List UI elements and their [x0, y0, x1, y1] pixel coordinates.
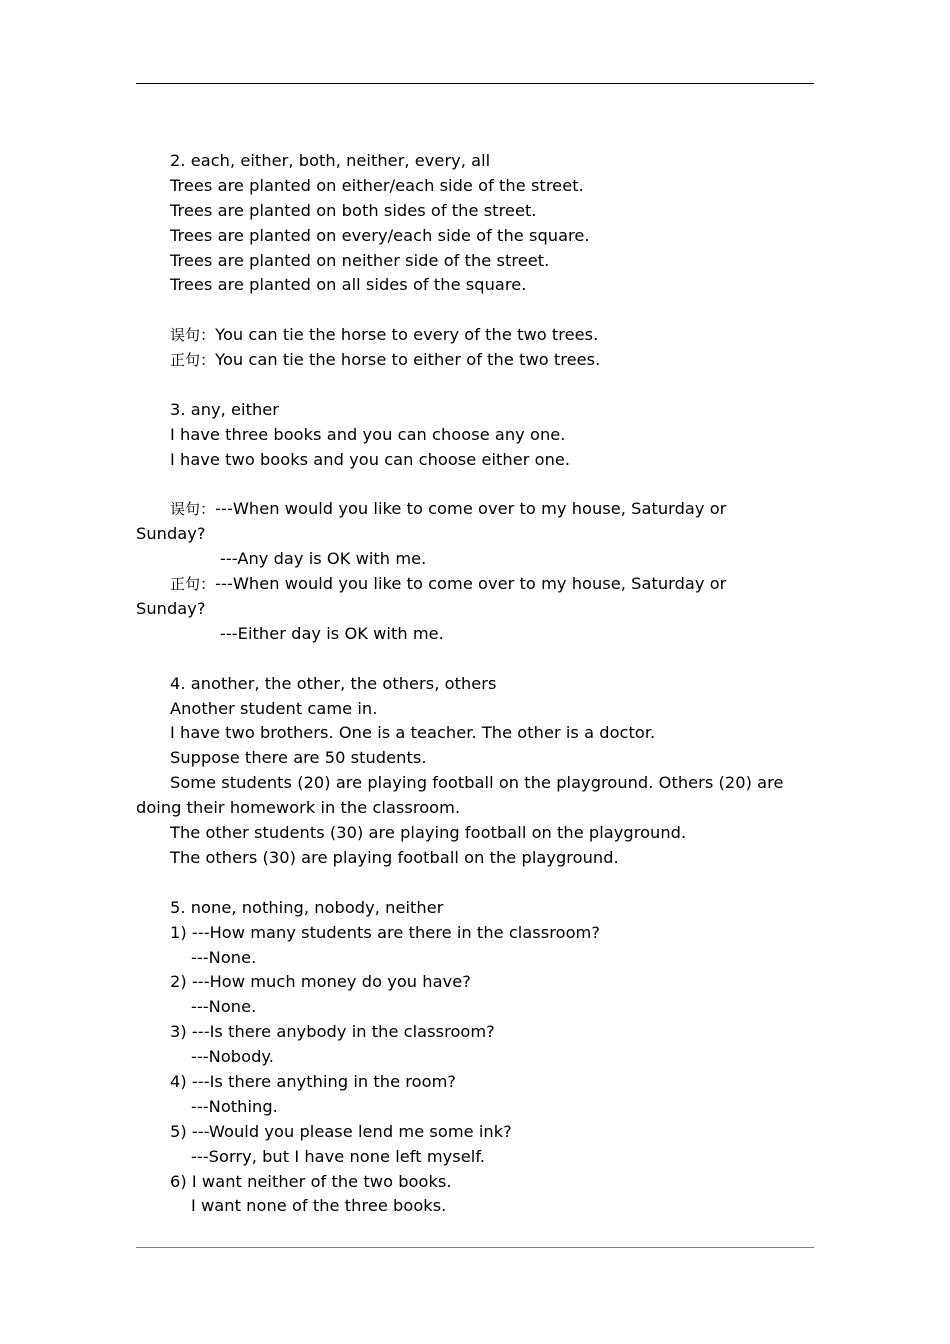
example-line: Trees are planted on all sides of the square.: [170, 275, 527, 295]
example-line: I have three books and you can choose any one.: [170, 424, 566, 444]
section-3-heading: 3. any, either: [170, 399, 280, 419]
right-question-text: ---When would you like to come over to my house, Saturday or: [215, 574, 727, 594]
right-label: 正句：: [170, 575, 216, 594]
right-dialogue-answer: ---Either day is OK with me.: [220, 623, 444, 643]
right-sentence: [136, 348, 814, 373]
wrong-dialogue-answer: ---Any day is OK with me.: [220, 549, 427, 569]
dialogue-answer: ---None.: [191, 997, 257, 1017]
example-line: Another student came in.: [170, 698, 378, 718]
dialogue-question: 5) ---Would you please lend me some ink?: [170, 1121, 512, 1141]
wrong-question-text: ---When would you like to come over to my house, Saturday or: [215, 499, 727, 519]
example-line-cont: doing their homework in the classroom.: [136, 798, 461, 818]
document-body: [136, 149, 814, 1219]
spacer: [136, 473, 814, 498]
dialogue-question: 6) I want neither of the two books.: [170, 1171, 452, 1191]
dialogue-answer: ---Nobody.: [191, 1047, 274, 1067]
dialogue-answer: ---Sorry, but I have none left myself.: [191, 1146, 486, 1166]
dialogue-question: 2) ---How much money do you have?: [170, 972, 471, 992]
example-line: Trees are planted on neither side of the street.: [170, 250, 550, 270]
right-text: You can tie the horse to either of the two trees.: [215, 350, 601, 370]
example-line: Some students (20) are playing football on the playground. Others (20) are: [170, 773, 784, 793]
example-line: Trees are planted on every/each side of the square.: [170, 225, 590, 245]
dialogue-question: 1) ---How many students are there in the classroom?: [170, 922, 600, 942]
spacer: [136, 647, 814, 672]
dialogue-answer: ---Nothing.: [191, 1096, 278, 1116]
example-line: The other students (30) are playing football on the playground.: [170, 823, 687, 843]
spacer: [136, 298, 814, 323]
dialogue-question: 4) ---Is there anything in the room?: [170, 1071, 457, 1091]
example-line: I have two books and you can choose either one.: [170, 449, 571, 469]
wrong-dialogue-question: [136, 497, 814, 522]
footer-rule: [136, 1247, 814, 1248]
example-line: I have two brothers. One is a teacher. The other is a doctor.: [170, 723, 656, 743]
example-line: The others (30) are playing football on the playground.: [170, 847, 619, 867]
wrong-label: 误句：: [170, 326, 216, 345]
wrong-dialogue-question-cont: Sunday?: [136, 524, 206, 544]
wrong-label: 误句：: [170, 500, 216, 519]
right-label: 正句：: [170, 351, 216, 370]
header-rule: [136, 83, 814, 84]
dialogue-answer: I want none of the three books.: [191, 1196, 447, 1216]
dialogue-answer: ---None.: [191, 947, 257, 967]
dialogue-question: 3) ---Is there anybody in the classroom?: [170, 1022, 495, 1042]
spacer: [136, 871, 814, 896]
section-2-heading: 2. each, either, both, neither, every, all: [170, 151, 491, 170]
example-line: Suppose there are 50 students.: [170, 748, 427, 768]
section-5-heading: 5. none, nothing, nobody, neither: [170, 897, 444, 917]
right-dialogue-question: [136, 572, 814, 597]
right-dialogue-question-cont: Sunday?: [136, 599, 206, 619]
example-line: Trees are planted on both sides of the street.: [170, 200, 537, 220]
section-4-heading: 4. another, the other, the others, others: [170, 673, 497, 693]
wrong-text: You can tie the horse to every of the two trees.: [215, 325, 599, 345]
wrong-sentence: [136, 323, 814, 348]
example-line: Trees are planted on either/each side of the street.: [170, 175, 584, 195]
spacer: [136, 373, 814, 398]
